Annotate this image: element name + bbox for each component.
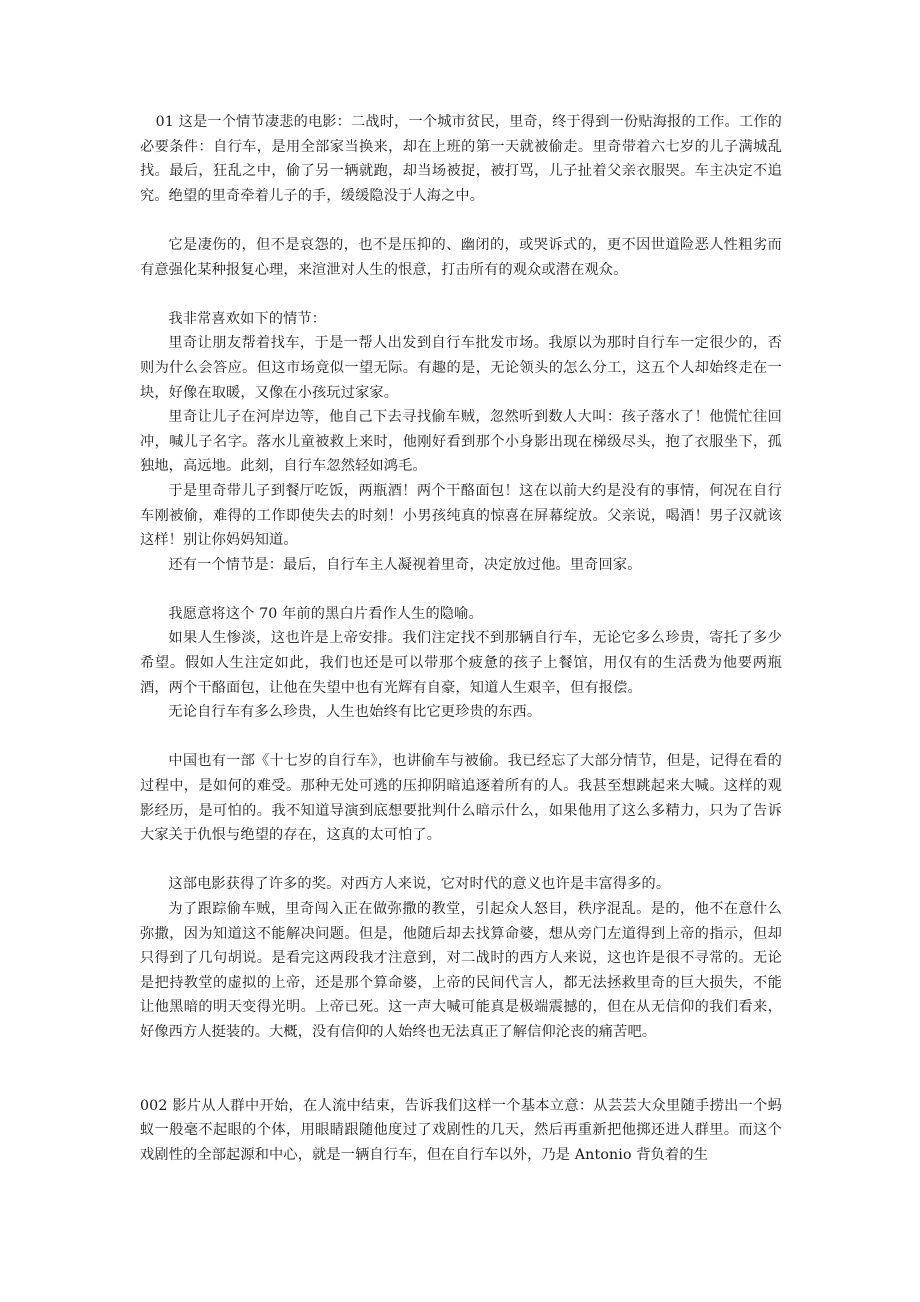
section-spacer [140,1045,782,1094]
paragraph-chinese-film: 中国也有一部《十七岁的自行车》，也讲偷车与被偷。我已经忘了大部分情节，但是，记得在看的过程中，是如何的难受。那种无处可逃的压抑阴暗追逐着所有的人。我甚至想跳起来大喊。这样的观影经历，是可怕的。我不知道导演到底想要批判什么暗示什么，如果他用了这么多精力，只为了告诉大家关于仇恨与绝望的存在，这真的太可怕了。 [140,753,782,844]
paragraph-life-reflection: 如果人生惨淡，这也许是上帝安排。我们注定找不到那辆自行车，无论它多么珍贵，寄托了多少希望。假如人生注定如此，我们也还是可以带那个疲惫的孩子上餐馆，用仅有的生活费为他要两瓶酒，两个干酪面包，让他在失望中也有光辉有自豪，知道人生艰辛，但有报偿。 [140,630,782,696]
paragraph-more-precious: 无论自行车有多么珍贵，人生也始终有比它更珍贵的东西。 [168,704,542,721]
paragraph-favorite-scenes-heading: 我非常喜欢如下的情节： [168,310,327,327]
paragraph-intro: 01 这是一个情节凄悲的电影：二战时，一个城市贫民，里奇，终于得到一份贴海报的工作。工作的必要条件：自行车，是用全部家当换来，却在上班的第一天就被偷走。里奇带着六七岁的儿子满城乱找。最后，狂乱之中，偷了另一辆就跑，却当场被捉，被打骂，儿子扯着父亲衣服哭。车主决定不追究。绝望的里奇牵着儿子的手，缓缓隐没于人海之中。 [140,114,782,204]
paragraph-awards: 这部电影获得了许多的奖。对西方人来说，它对时代的意义也许是丰富得多的。 [168,876,671,893]
paragraph-section-002: 002 影片从人群中开始，在人流中结束，告诉我们这样一个基本立意：从芸芸大众里随手捞出一个蚂蚁一般毫不起眼的个体，用眼睛跟随他度过了戏剧性的几天，然后再重新把他掷还进人群里。而这个戏剧性的全部起源和中心，就是一辆自行车，但在自行车以外，乃是 Antonio 背负着的生 [140,1097,782,1163]
paragraph-metaphor: 我愿意将这个 70 年前的黑白片看作人生的隐喻。 [168,605,483,622]
paragraph-spacer [140,848,782,873]
document-page [140,110,782,1168]
paragraph-tone: 它是凄伤的，但不是哀怨的，也不是压抑的、幽闭的，或哭诉式的，更不因世道险恶人性粗劣而有意强化某种报复心理，来渲泄对人生的恨意，打击所有的观众或潜在观众。 [140,236,782,278]
paragraph-spacer [140,282,782,307]
paragraph-restaurant-scene: 于是里奇带儿子到餐厅吃饭，两瓶酒！两个干酪面包！这在以前大约是没有的事情，何况在自行车刚被偷，难得的工作即使失去的时刻！小男孩纯真的惊喜在屏幕绽放。父亲说，喝酒！男子汉就该这样！别让你妈妈知道。 [140,482,782,549]
paragraph-ending-scene: 还有一个情节是：最后，自行车主人凝视着里奇，决定放过他。里奇回家。 [168,556,642,573]
paragraph-spacer [140,577,782,602]
paragraph-market-scene: 里奇让朋友帮着找车，于是一帮人出发到自行车批发市场。我原以为那时自行车一定很少的，否则为什么会答应。但这市场竟似一望无际。有趣的是，无论领头的怎么分工，这五个人却始终走在一块，好像在取暖，又像在小孩玩过家家。 [140,335,782,401]
paragraph-church-scene: 为了跟踪偷车贼，里奇闯入正在做弥撒的教堂，引起众人怒目，秩序混乱。是的，他不在意什么弥撒，因为知道这不能解决问题。但是，他随后却去找算命婆，想从旁门左道得到上帝的指示，但却只得到了几句胡说。是看完这两段我才注意到，对二战时的西方人来说，这也许是很不寻常的。无论是把持教堂的虚拟的上帝，还是那个算命婆，上帝的民间代言人，都无法拯救里奇的巨大损失，不能让他黑暗的明天变得光明。上帝已死。这一声大喊可能真是极端震撼的，但在从无信仰的我们看来，好像西方人挺装的。大概，没有信仰的人始终也无法真正了解信仰沦丧的痛苦吧。 [140,901,782,1040]
paragraph-river-scene: 里奇让儿子在河岸边等，他自己下去寻找偷车贼，忽然听到数人大叫：孩子落水了！他慌忙往回冲，喊儿子名字。落水儿童被救上来时，他刚好看到那个小身影出现在梯级尽头，抱了衣服坐下，孤独地，高远地。此刻，自行车忽然轻如鸿毛。 [140,409,782,475]
paragraph-spacer [140,725,782,750]
paragraph-spacer [140,208,782,233]
